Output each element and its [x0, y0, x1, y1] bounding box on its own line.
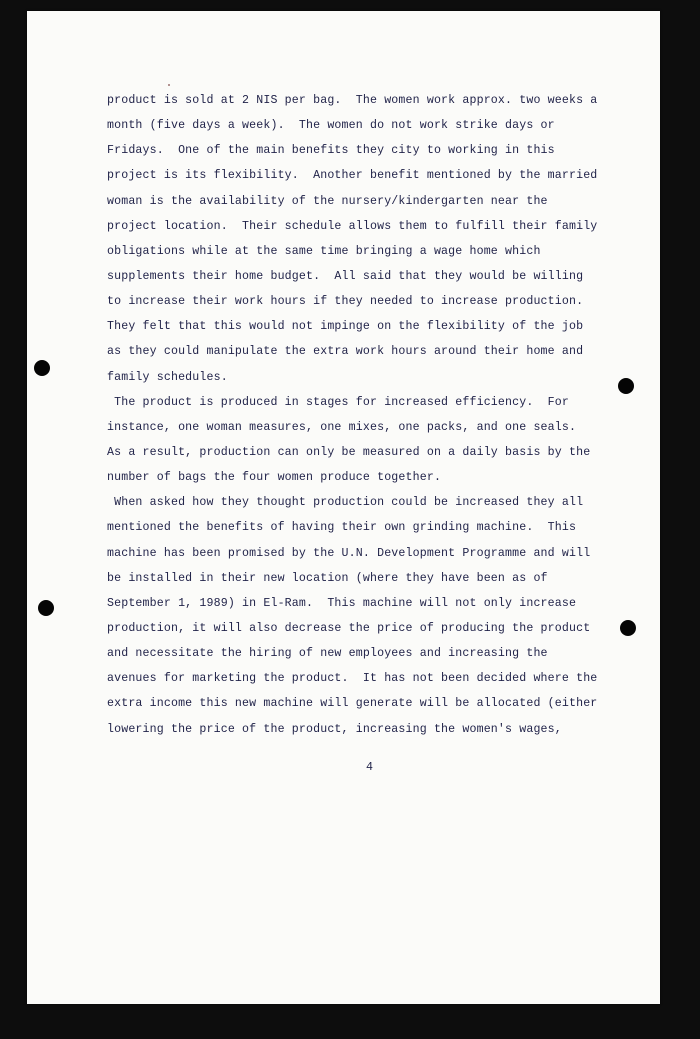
text-line: As a result, production can only be measured on a daily basis by the [107, 445, 591, 459]
ink-speck [168, 84, 170, 86]
text-line: When asked how they thought production could be increased they all [107, 496, 584, 510]
body-text [107, 88, 647, 742]
text-line: month (five days a week). The women do not work strike days or [107, 119, 555, 133]
text-line: to increase their work hours if they needed to increase production. [107, 295, 584, 309]
text-line: lowering the price of the product, increasing the women's wages, [107, 722, 562, 736]
document-page [27, 11, 660, 1004]
text-line: production, it will also decrease the price of producing the product [107, 621, 591, 635]
text-line: September 1, 1989) in El-Ram. This machine will not only increase [107, 596, 577, 610]
punch-hole-right-upper [618, 378, 634, 394]
text-line: number of bags the four women produce together. [107, 471, 442, 485]
page-number: 4 [366, 761, 373, 774]
text-line: product is sold at 2 NIS per bag. The women work approx. two weeks a [107, 94, 598, 107]
text-line: be installed in their new location (where they have been as of [107, 571, 548, 585]
text-line: machine has been promised by the U.N. Development Programme and will [107, 546, 591, 560]
text-line: mentioned the benefits of having their own grinding machine. This [107, 521, 577, 535]
text-line: extra income this new machine will generate will be allocated (either [107, 697, 598, 711]
punch-hole-left-lower [38, 600, 54, 616]
text-line: instance, one woman measures, one mixes, one packs, and one seals. [107, 420, 577, 434]
text-line: family schedules. [107, 370, 228, 384]
text-line: project is its flexibility. Another benefit mentioned by the married [107, 169, 598, 183]
punch-hole-left-upper [34, 360, 50, 376]
text-line: Fridays. One of the main benefits they city to working in this [107, 144, 555, 158]
text-line: as they could manipulate the extra work hours around their home and [107, 345, 584, 359]
punch-hole-right-lower [620, 620, 636, 636]
text-line: and necessitate the hiring of new employees and increasing the [107, 647, 548, 661]
text-line: obligations while at the same time bringing a wage home which [107, 244, 541, 258]
text-line: The product is produced in stages for increased efficiency. For [107, 395, 569, 409]
text-line: avenues for marketing the product. It has not been decided where the [107, 672, 598, 686]
text-line: project location. Their schedule allows them to fulfill their family [107, 219, 598, 233]
text-line: supplements their home budget. All said that they would be willing [107, 269, 584, 283]
text-line: They felt that this would not impinge on the flexibility of the job [107, 320, 584, 334]
text-line: woman is the availability of the nursery/kindergarten near the [107, 194, 548, 208]
